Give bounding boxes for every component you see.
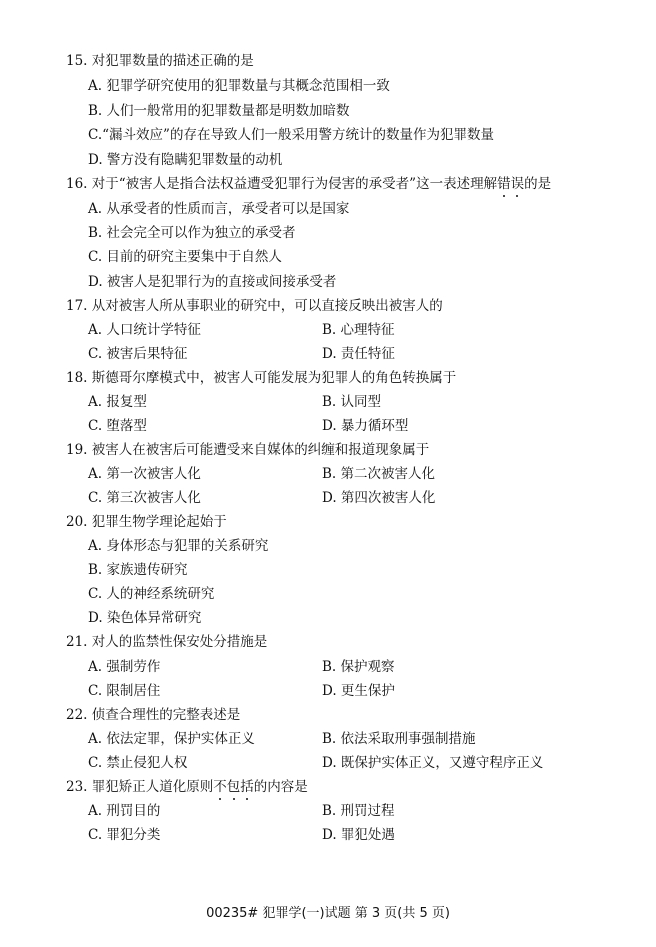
q16-option-d: D. 被害人是犯罪行为的直接或间接承受者 (88, 274, 337, 290)
q21-option-a: A. 强制劳作 (88, 659, 161, 675)
question-19: 19. 被害人在被害后可能遭受来自媒体的纠缠和报道现象属于 (66, 442, 430, 458)
q22-option-b: B. 依法采取刑事强制措施 (322, 731, 476, 747)
question-23-stem-start: 23. 罪犯矫正人道化原则 (66, 779, 214, 795)
q21-option-c: C. 限制居住 (88, 683, 161, 699)
q20-option-c: C. 人的神经系统研究 (88, 586, 215, 602)
q20-option-d: D. 染色体异常研究 (88, 610, 202, 626)
emphasis-dot-char: 错 (497, 176, 511, 192)
q20-option-a: A. 身体形态与犯罪的关系研究 (88, 538, 269, 554)
q23-option-b: B. 刑罚过程 (322, 803, 395, 819)
question-16-stem-end: 的是 (524, 176, 552, 192)
q19-option-c: C. 第三次被害人化 (88, 490, 201, 506)
q16-option-c: C. 目前的研究主要集中于自然人 (88, 249, 282, 265)
question-20: 20. 犯罪生物学理论起始于 (66, 514, 227, 530)
q20-option-b: B. 家族遗传研究 (88, 562, 188, 578)
q15-option-c: C.“漏斗效应”的存在导致人们一般采用警方统计的数量作为犯罪数量 (88, 127, 494, 143)
q17-option-a: A. 人口统计学特征 (88, 322, 201, 338)
q22-option-c: C. 禁止侵犯人权 (88, 755, 188, 771)
question-15: 15. 对犯罪数量的描述正确的是 (66, 53, 254, 69)
emphasis-dot-char: 括 (240, 779, 254, 795)
q23-option-c: C. 罪犯分类 (88, 827, 161, 843)
q22-option-a: A. 依法定罪，保护实体正义 (88, 731, 255, 747)
q16-option-a: A. 从承受者的性质而言，承受者可以是国家 (88, 201, 350, 217)
q18-option-b: B. 认同型 (322, 394, 382, 410)
q15-option-a: A. 犯罪学研究使用的犯罪数量与其概念范围相一致 (88, 78, 390, 94)
q18-option-d: D. 暴力循环型 (322, 418, 409, 434)
emphasis-dot-char: 包 (226, 779, 241, 795)
question-21: 21. 对人的监禁性保安处分措施是 (66, 634, 268, 650)
q17-option-d: D. 责任特征 (322, 346, 395, 362)
question-17: 17. 从对被害人所从事职业的研究中，可以直接反映出被害人的 (66, 298, 443, 314)
q22-option-d: D. 既保护实体正义，又遵守程序正义 (322, 755, 544, 771)
question-22: 22. 侦查合理性的完整表述是 (66, 707, 241, 723)
q17-option-c: C. 被害后果特征 (88, 346, 188, 362)
q23-option-a: A. 刑罚目的 (88, 803, 161, 819)
question-23-stem-end: 的内容是 (253, 779, 308, 795)
question-16 (66, 175, 646, 193)
q21-option-d: D. 更生保护 (322, 683, 395, 699)
q17-option-b: B. 心理特征 (322, 322, 395, 338)
q23-option-d: D. 罪犯处遇 (322, 827, 395, 843)
emphasis-dot-char: 不 (213, 779, 227, 795)
q15-option-d: D. 警方没有隐瞒犯罪数量的动机 (88, 152, 283, 168)
q16-option-b: B. 社会完全可以作为独立的承受者 (88, 225, 296, 241)
question-23 (66, 778, 646, 796)
question-18: 18. 斯德哥尔摩模式中，被害人可能发展为犯罪人的角色转换属于 (66, 370, 457, 386)
page-footer: 00235# 犯罪学(一)试题 第 3 页(共 5 页) (206, 906, 450, 921)
q15-option-b: B. 人们一般常用的犯罪数量都是明数加暗数 (88, 103, 350, 119)
emphasis-dot-char: 误 (510, 176, 525, 192)
q21-option-b: B. 保护观察 (322, 659, 395, 675)
q18-option-c: C. 堕落型 (88, 418, 147, 434)
question-16-stem-start: 16. 对于“被害人是指合法权益遭受犯罪行为侵害的承受者”这一表述理解 (66, 176, 498, 192)
q19-option-b: B. 第二次被害人化 (322, 466, 436, 482)
q18-option-a: A. 报复型 (88, 394, 147, 410)
q19-option-a: A. 第一次被害人化 (88, 466, 201, 482)
q19-option-d: D. 第四次被害人化 (322, 490, 436, 506)
